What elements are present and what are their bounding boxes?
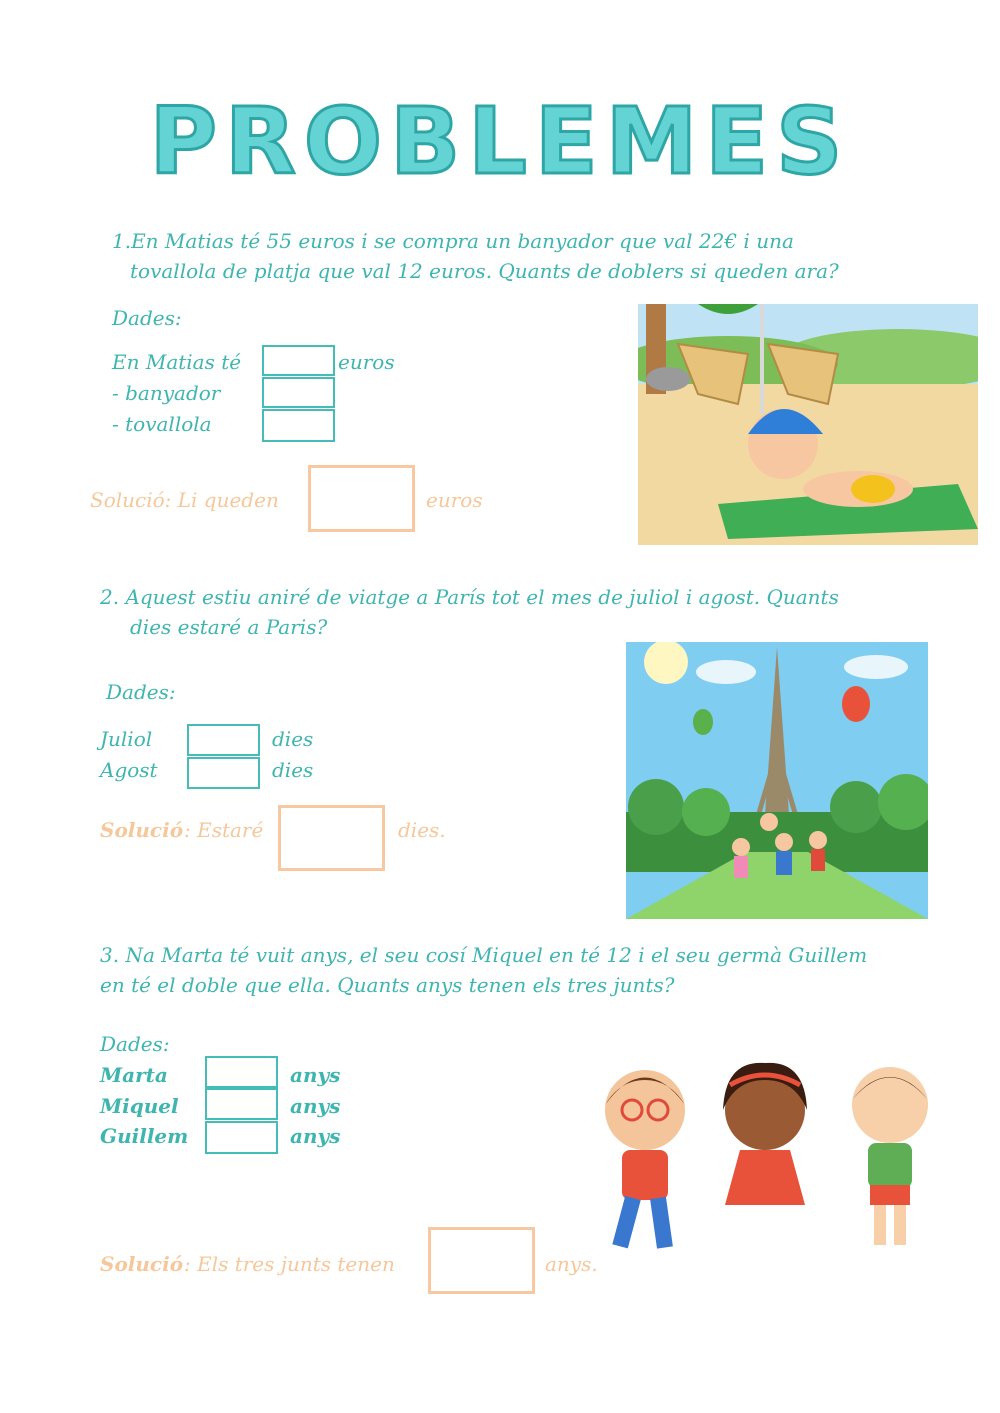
problem3-marta-input[interactable] [205, 1056, 278, 1088]
problem1-solution-unit: euros [426, 488, 483, 512]
problem2-question-line2: dies estaré a Paris? [130, 615, 328, 639]
problem3-row2-label: Miquel [100, 1094, 179, 1118]
problem3-question-line1: 3. Na Marta té vuit anys, el seu cosí Miquel en té 12 i el seu germà Guillem [100, 943, 868, 967]
problem3-guillem-input[interactable] [205, 1121, 278, 1154]
problem3-solution-unit: anys. [545, 1252, 598, 1276]
problem2-row2-label: Agost [100, 758, 158, 782]
problem3-miquel-input[interactable] [205, 1088, 278, 1120]
problem2-solution-input[interactable] [278, 805, 385, 871]
problem3-solution-text: : Els tres junts tenen [184, 1252, 395, 1276]
problem1-question-line2: tovallola de platja que val 12 euros. Quants de doblers si queden ara? [130, 259, 839, 283]
problem2-solution-unit: dies. [398, 818, 446, 842]
problem1-row1-unit: euros [338, 350, 395, 374]
problem1-banyador-input[interactable] [262, 377, 335, 408]
page-title: PROBLEMES [149, 88, 851, 195]
three-children-illustration [590, 1055, 946, 1255]
problem2-solution-text: : Estaré [184, 818, 264, 842]
problem3-solution-label: Solució [100, 1252, 184, 1276]
problem1-row2-label: - banyador [112, 381, 221, 405]
problem3-row2-unit: anys [290, 1094, 341, 1118]
problem2-row1-label: Juliol [100, 727, 153, 751]
problem3-row1-unit: anys [290, 1063, 341, 1087]
problem1-solution-input[interactable] [308, 465, 415, 532]
eiffel-tower-children-illustration [626, 642, 928, 919]
problem2-agost-input[interactable] [187, 757, 260, 789]
problem1-row1-label: En Matias té [112, 350, 242, 374]
problem2-question-line1: 2. Aquest estiu aniré de viatge a París tot el mes de juliol i agost. Quants [100, 585, 839, 609]
problem1-dades-heading: Dades: [112, 306, 182, 330]
problem1-solution-label: Solució: Li queden [90, 488, 279, 512]
problem1-tovallola-input[interactable] [262, 409, 335, 442]
beach-boy-illustration [638, 304, 978, 545]
problem2-row2-unit: dies [272, 758, 314, 782]
problem1-matias-input[interactable] [262, 345, 335, 376]
problem1-row3-label: - tovallola [112, 412, 212, 436]
problem2-solution-label: Solució [100, 818, 184, 842]
problem3-question-line2: en té el doble que ella. Quants anys tenen els tres junts? [100, 973, 675, 997]
problem2-row1-unit: dies [272, 727, 314, 751]
problem3-row3-unit: anys [290, 1124, 341, 1148]
problem1-question-line1: 1.En Matias té 55 euros i se compra un banyador que val 22€ i una [112, 229, 794, 253]
problem2-dades-heading: Dades: [106, 680, 176, 704]
problem3-dades-heading: Dades: [100, 1032, 170, 1056]
problem3-row1-label: Marta [100, 1063, 168, 1087]
problem2-juliol-input[interactable] [187, 724, 260, 756]
problem3-row3-label: Guillem [100, 1124, 189, 1148]
problem3-solution-input[interactable] [428, 1227, 535, 1294]
